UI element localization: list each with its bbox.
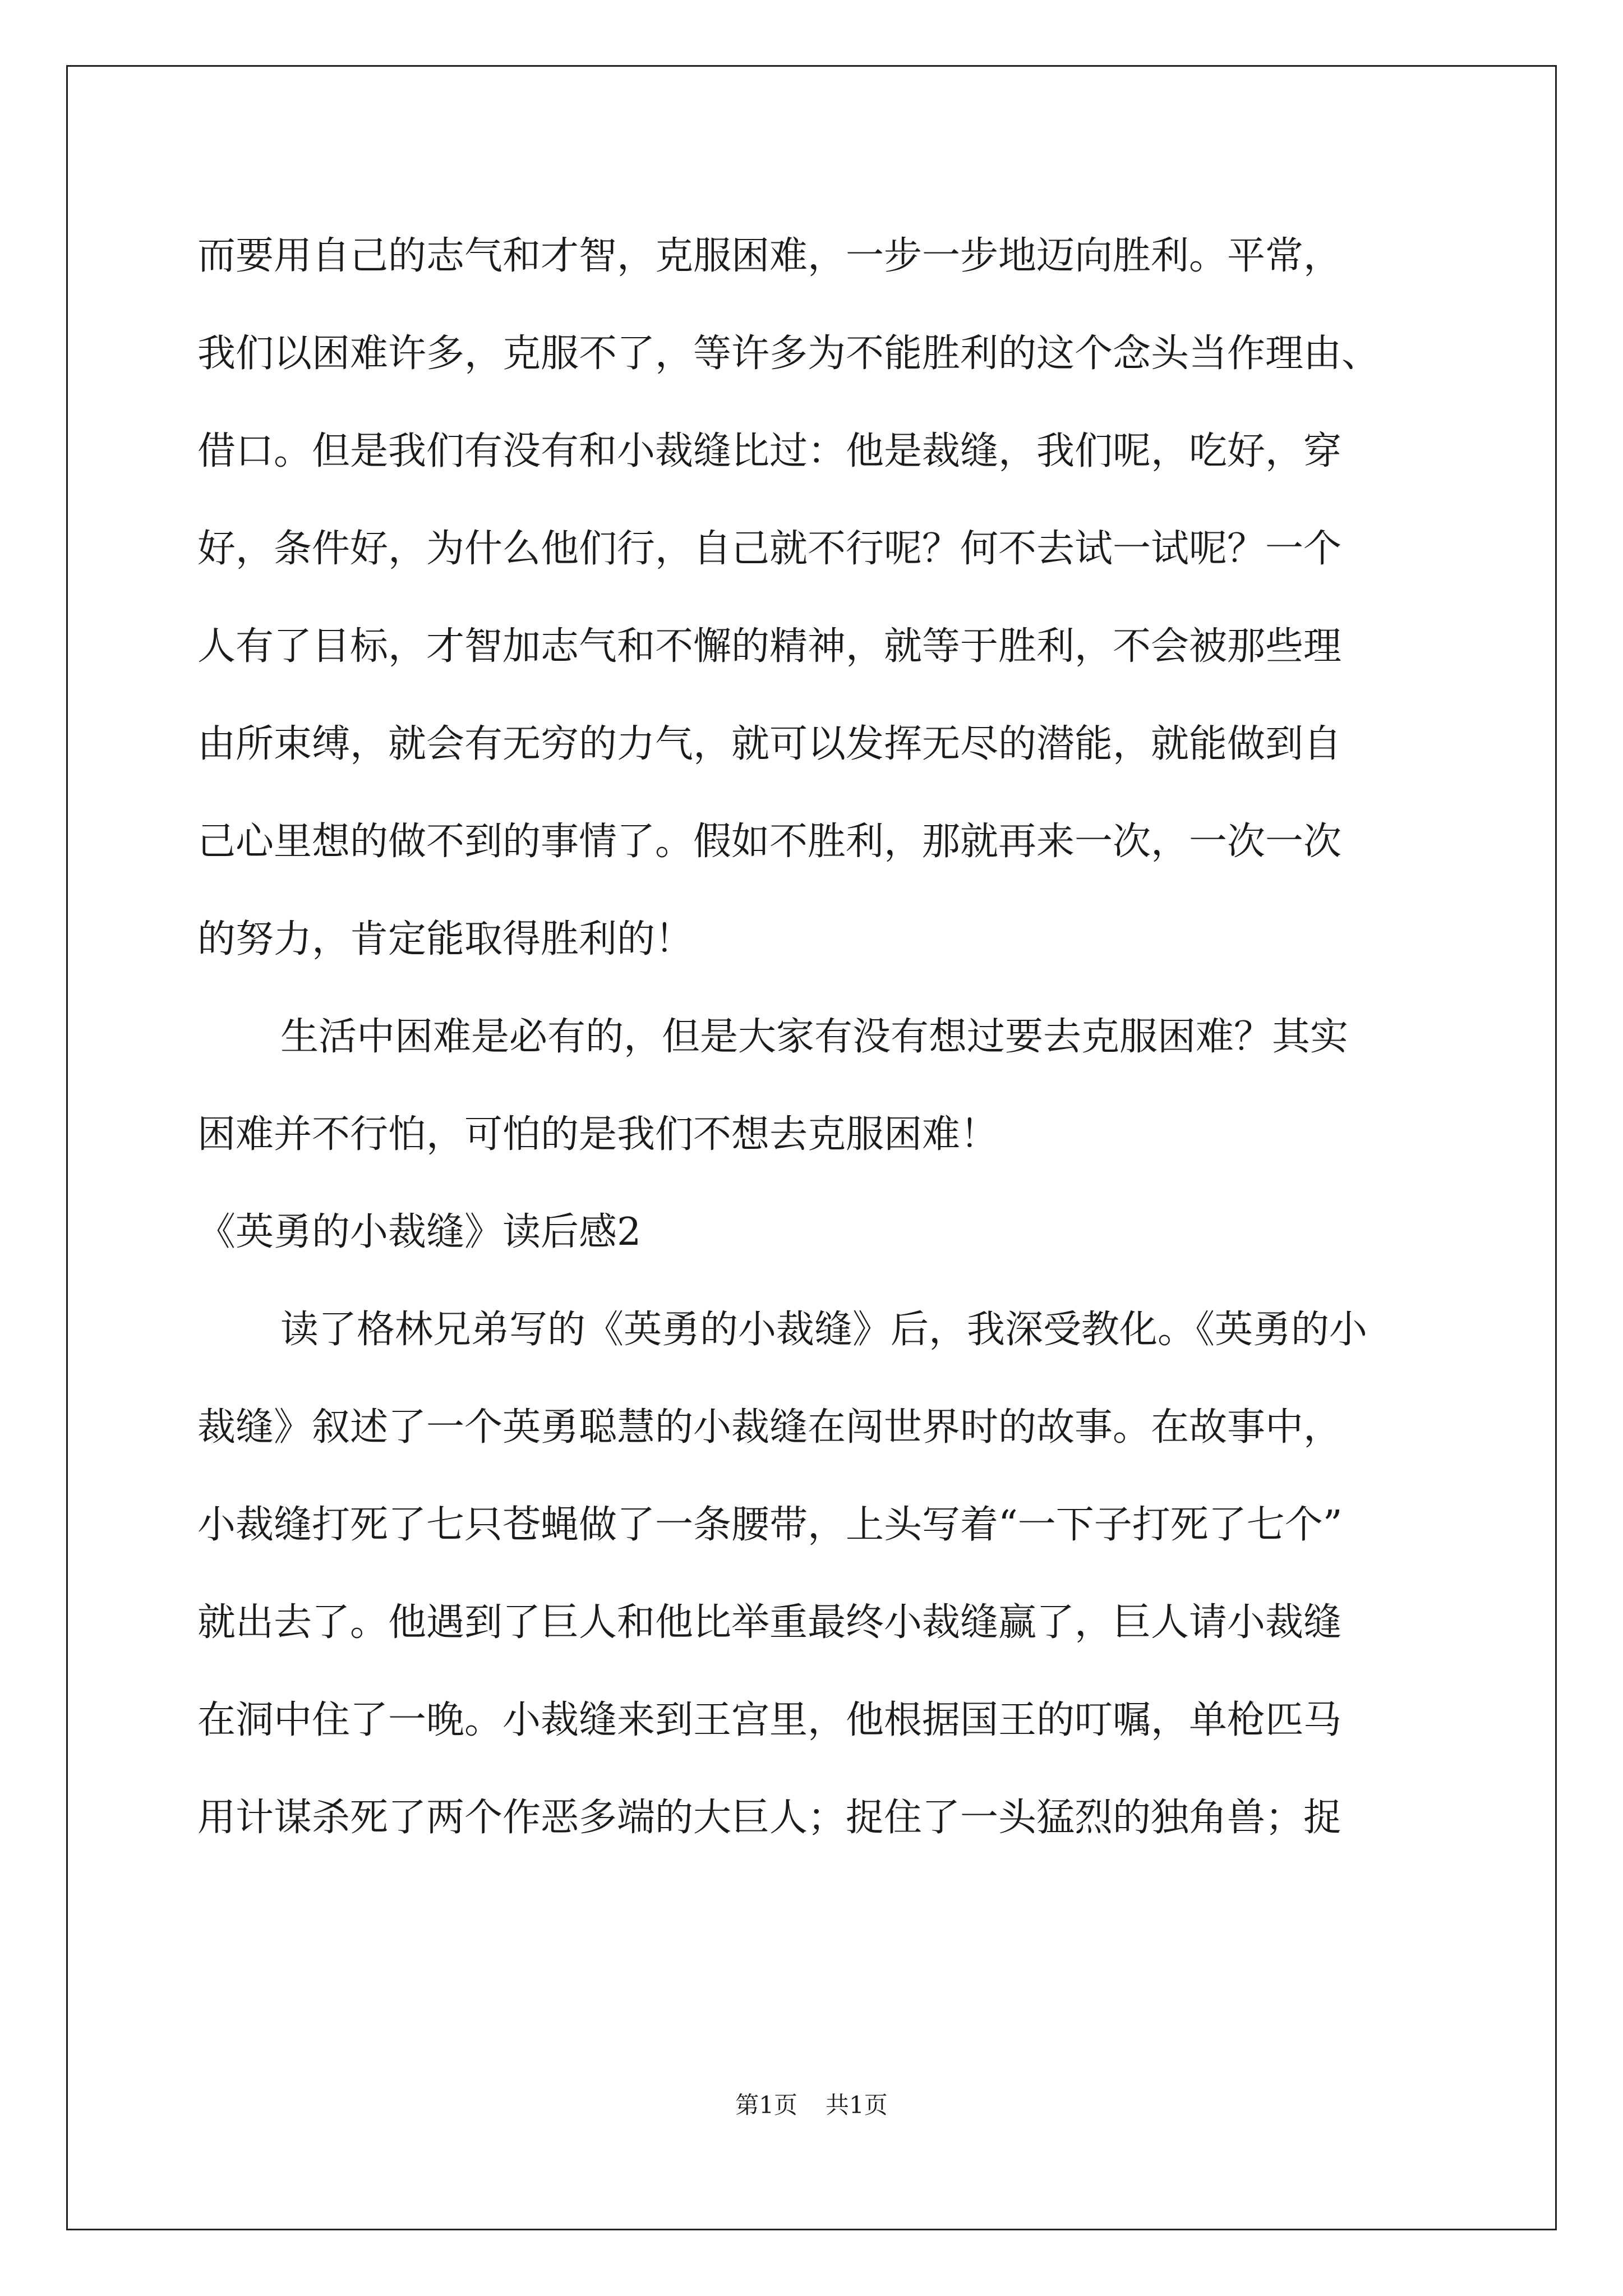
- text-line: 在洞中住了一晚。小裁缝来到王宫里，他根据国王的叮嘱，单枪匹马: [197, 1698, 1342, 1742]
- text-line: 困难并不行怕，可怕的是我们不想去克服困难！: [197, 1112, 999, 1157]
- text-line: 由所束缚，就会有无穷的力气，就可以发挥无尽的潜能，就能做到自: [197, 722, 1342, 766]
- text-line: 人有了目标，才智加志气和不懈的精神，就等于胜利，不会被那些理: [197, 624, 1342, 669]
- text-line: 我们以困难许多，克服不了，等许多为不能胜利的这个念头当作理由、: [197, 332, 1380, 376]
- text-line: 己心里想的做不到的事情了。假如不胜利，那就再来一次，一次一次: [197, 820, 1342, 864]
- page-footer: [0, 2087, 1623, 2120]
- text-line: 而要用自己的志气和才智，克服困难，一步一步地迈向胜利。平常，: [197, 234, 1342, 278]
- text-line: 小裁缝打死了七只苍蝇做了一条腰带，上头写着“一下子打死了七个”: [197, 1503, 1343, 1547]
- text-line: 好，条件好，为什么他们行，自己就不行呢？何不去试一试呢？一个: [197, 527, 1342, 571]
- document-body: [197, 208, 1431, 1867]
- text-line: 用计谋杀死了两个作恶多端的大巨人；捉住了一头猛烈的独角兽；捉: [197, 1796, 1342, 1840]
- text-line: 就出去了。他遇到了巨人和他比举重最终小裁缝赢了，巨人请小裁缝: [197, 1600, 1342, 1645]
- text-line: 生活中困难是必有的，但是大家有没有想过要去克服困难？其实: [280, 1015, 1349, 1059]
- section-heading: 《英勇的小裁缝》读后感2: [197, 1210, 642, 1254]
- page-total: 共1页: [826, 2091, 888, 2119]
- text-line: 读了格林兄弟写的《英勇的小裁缝》后，我深受教化。《英勇的小: [280, 1308, 1368, 1352]
- page-number: 第1页: [735, 2091, 797, 2119]
- text-line: 的努力，肯定能取得胜利的！: [197, 917, 694, 961]
- text-line: 裁缝》叙述了一个英勇聪慧的小裁缝在闯世界时的故事。在故事中，: [197, 1405, 1342, 1450]
- text-line: 借口。但是我们有没有和小裁缝比过：他是裁缝，我们呢，吃好，穿: [197, 429, 1342, 473]
